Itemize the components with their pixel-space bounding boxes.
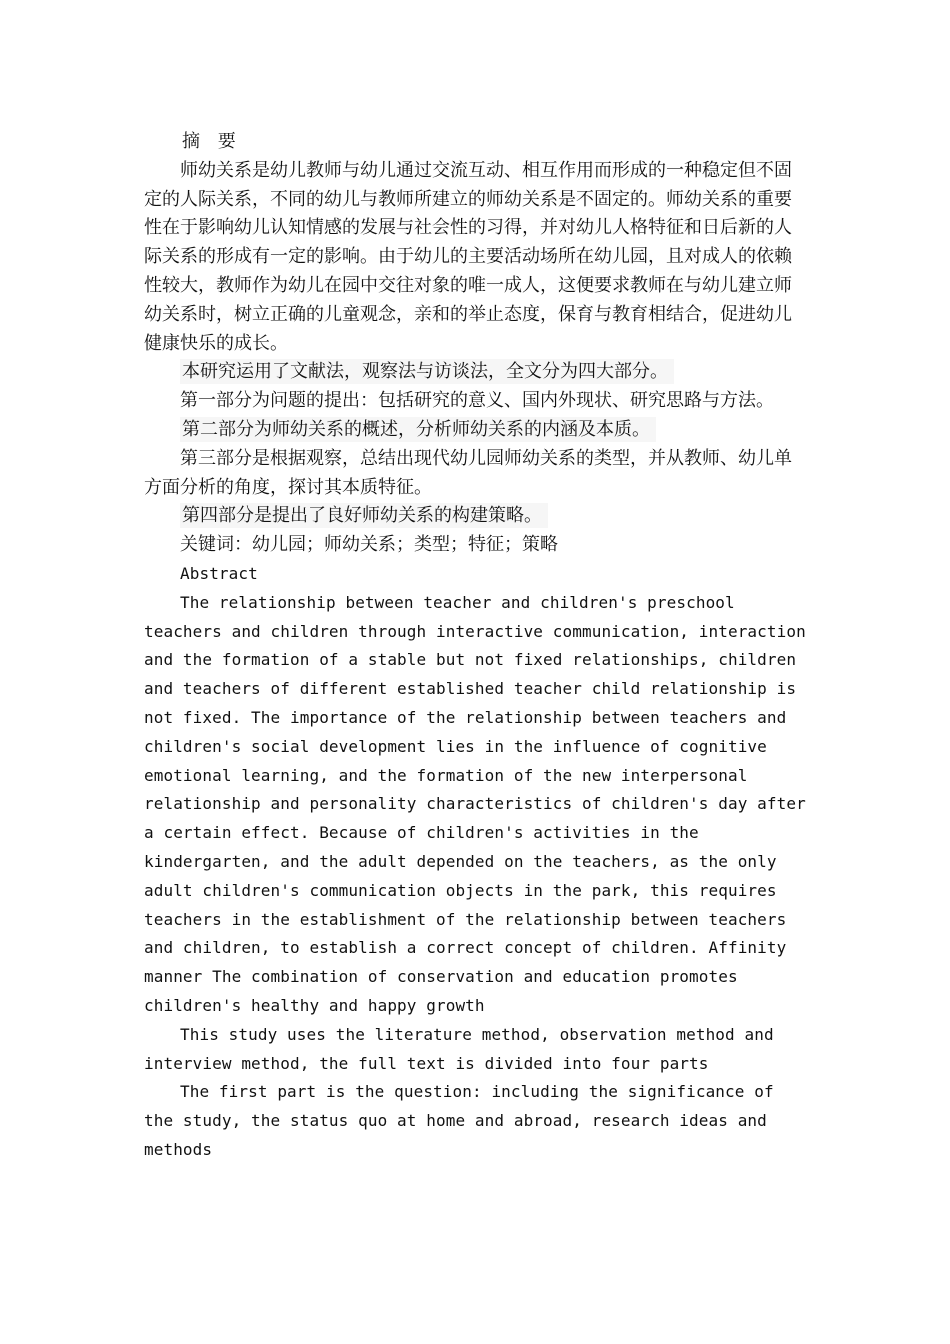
abstract-heading-cn: 摘 要 bbox=[182, 131, 242, 152]
abstract-paragraph-cn-1: 师幼关系是幼儿教师与幼儿通过交流互动、相互作用而形成的一种稳定但不固定的人际关系，不同的幼儿与教师所建立的师幼关系是不固定的。师幼关系的重要性在于影响幼儿认知情感的发展与社会性的习得，并对幼儿人格特征和日后新的人际关系的形成有一定的影响。由于幼儿的主要活动场所在幼儿园，且对成人的依赖性较大，教师作为幼儿在园中交往对象的唯一成人，这便要求教师在与幼儿建立师幼关系时，树立正确的儿童观念，亲和的举止态度，保育与教育相结合，促进幼儿健康快乐的成长。 bbox=[144, 159, 792, 354]
abstract-paragraph-cn-6 bbox=[144, 502, 808, 531]
text-highlight: 第四部分是提出了良好师幼关系的构建策略。 bbox=[180, 503, 548, 528]
abstract-paragraph-en-1: The relationship between teacher and children's preschool teachers and children through interactive communication, interaction and the formation of a stable but not fixed relationships, children and teachers of different established teacher child relationship is not fixed. The importance of the relationship between teachers and children's social development lies in the influence of cognitive emotional learning, and the formation of the new interpersonal relationship and personality characteristics of children's day after a certain effect. Because of children's activities in the kindergarten, and the adult depended on the teachers, as the only adult children's communication objects in the park, this requires teachers in the establishment of the relationship between teachers and children, to establish a correct concept of children. Affinity manner The combination of conservation and education promotes children's healthy and happy growth bbox=[144, 592, 806, 1015]
keywords-cn: 关键词：幼儿园；师幼关系；类型；特征；策略 bbox=[180, 534, 558, 556]
abstract-paragraph-en-2: This study uses the literature method, observation method and interview method, the full text is divided into four parts bbox=[144, 1024, 774, 1073]
abstract-heading-en: Abstract bbox=[180, 563, 258, 583]
abstract-paragraph-cn-4 bbox=[144, 416, 808, 445]
abstract-paragraph-cn-5: 第三部分是根据观察，总结出现代幼儿园师幼关系的类型，并从教师、幼儿单方面分析的角度，探讨其本质特征。 bbox=[144, 447, 792, 498]
abstract-paragraph-en-3: The first part is the question: including the significance of the study, the status quo at home and abroad, research ideas and methods bbox=[144, 1082, 774, 1159]
document-body bbox=[144, 128, 808, 1165]
text-highlight: 第二部分为师幼关系的概述，分析师幼关系的内涵及本质。 bbox=[180, 417, 656, 442]
abstract-paragraph-cn-3: 第一部分为问题的提出：包括研究的意义、国内外现状、研究思路与方法。 bbox=[180, 390, 774, 412]
abstract-paragraph-cn-2 bbox=[144, 358, 808, 387]
text-highlight: 本研究运用了文献法，观察法与访谈法，全文分为四大部分。 bbox=[180, 359, 674, 384]
